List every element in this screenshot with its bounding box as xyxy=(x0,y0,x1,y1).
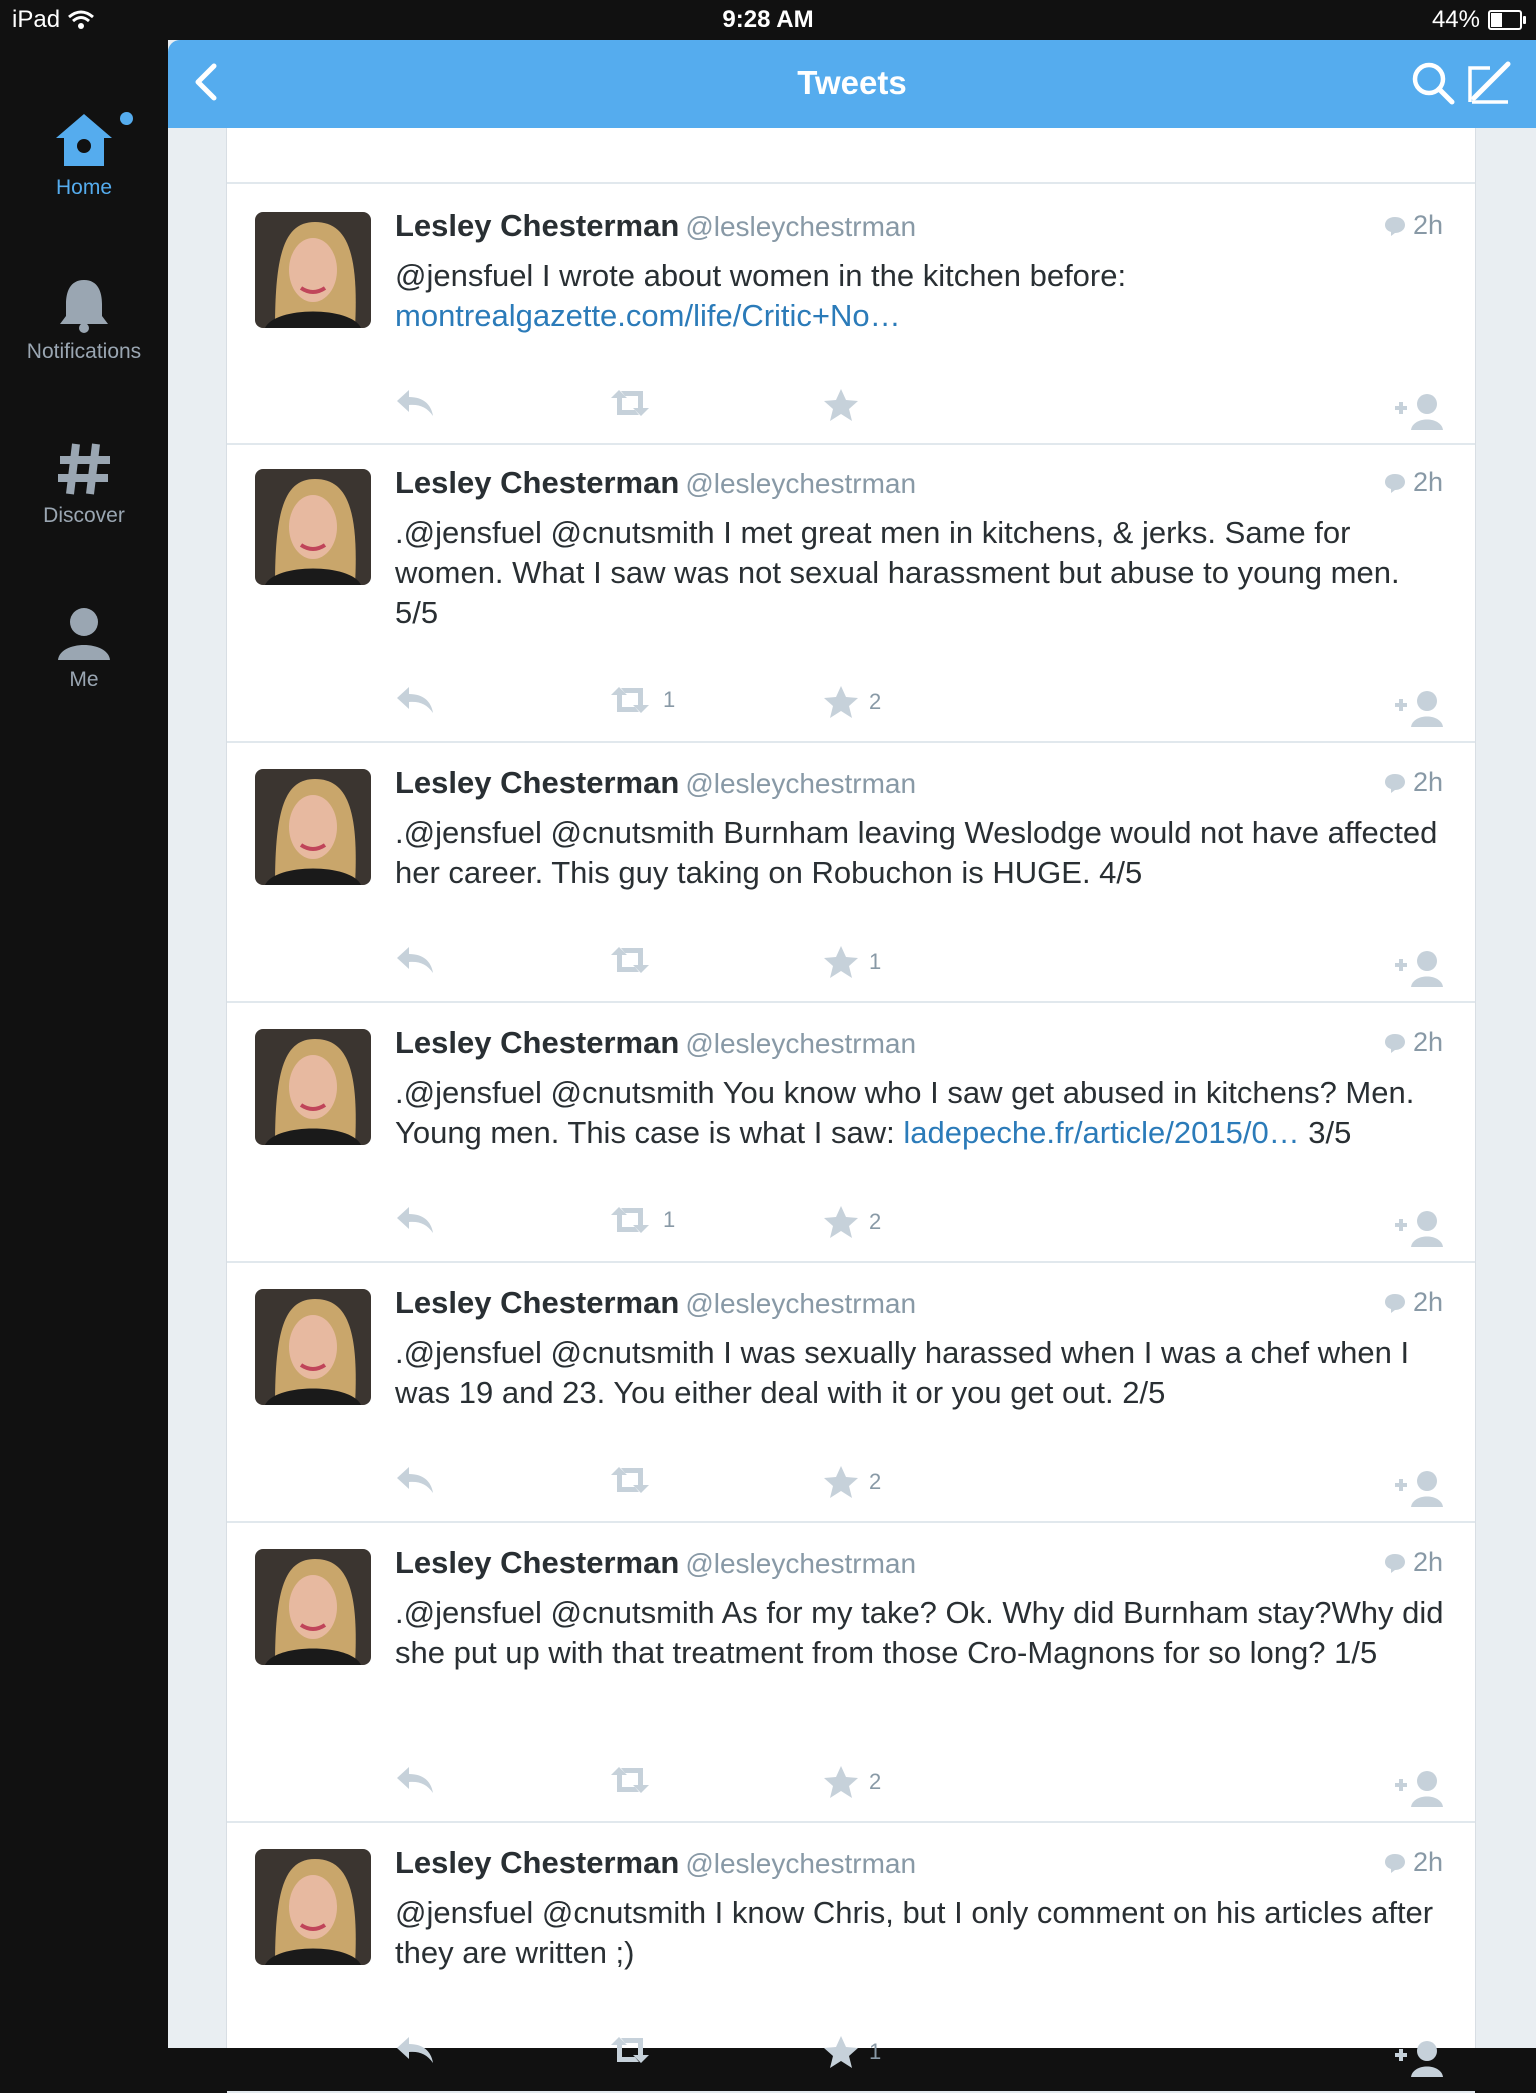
timestamp xyxy=(1383,1287,1443,1318)
tweet-item[interactable] xyxy=(227,182,1475,445)
conversation-icon xyxy=(1383,472,1407,494)
favorite-star-icon xyxy=(823,388,859,422)
reply-button[interactable] xyxy=(395,2035,435,2065)
tweet-text xyxy=(395,1333,1447,1413)
retweet-icon xyxy=(607,685,653,715)
favorite-star-icon xyxy=(823,1465,859,1499)
follow-icon xyxy=(1393,949,1447,989)
tweet-body: .@jensfuel @cnutsmith Burnham leaving Weslodge would not have affected her career. This guy taking on Robuchon is HUGE. 4/5 xyxy=(395,815,1438,890)
avatar-image xyxy=(255,212,371,328)
retweet-icon xyxy=(607,388,653,418)
timestamp-text: 2h xyxy=(1412,1547,1443,1577)
tweet-item[interactable] xyxy=(227,441,1475,743)
author-name[interactable]: Lesley Chesterman xyxy=(395,1285,680,1320)
avatar[interactable] xyxy=(255,1029,371,1145)
favorite-star-icon xyxy=(823,945,859,979)
favorite-button[interactable] xyxy=(823,1205,881,1239)
avatar-image xyxy=(255,1029,371,1145)
timestamp-text: 2h xyxy=(1412,210,1443,240)
favorite-button[interactable] xyxy=(823,685,881,719)
battery-icon xyxy=(1488,10,1522,30)
timestamp xyxy=(1383,1027,1443,1058)
conversation-icon xyxy=(1383,772,1407,794)
reply-icon xyxy=(395,1205,435,1235)
follow-button[interactable] xyxy=(1393,392,1447,432)
search-icon[interactable] xyxy=(1410,60,1456,106)
tweet-header xyxy=(395,1025,1447,1065)
follow-button[interactable] xyxy=(1393,1469,1447,1509)
hashtag-icon xyxy=(54,440,114,498)
timestamp xyxy=(1383,1547,1443,1578)
author-name[interactable]: Lesley Chesterman xyxy=(395,1845,680,1880)
tweet-header xyxy=(395,765,1447,805)
tweet-item[interactable] xyxy=(227,1521,1475,1823)
follow-button[interactable] xyxy=(1393,1209,1447,1249)
avatar[interactable] xyxy=(255,469,371,585)
avatar[interactable] xyxy=(255,1289,371,1405)
timestamp xyxy=(1383,467,1443,498)
author-handle[interactable]: @lesleychestrman xyxy=(685,1028,917,1059)
unread-dot xyxy=(120,112,133,125)
sidebar-item-label: Discover xyxy=(43,504,125,527)
compose-icon[interactable] xyxy=(1464,58,1514,108)
follow-button[interactable] xyxy=(1393,949,1447,989)
tweet-body: @jensfuel I wrote about women in the kitchen before: xyxy=(395,258,1127,293)
follow-button[interactable] xyxy=(1393,1769,1447,1809)
bell-icon xyxy=(54,276,114,334)
avatar[interactable] xyxy=(255,212,371,328)
person-icon xyxy=(54,604,114,662)
sidebar-item-discover[interactable] xyxy=(0,440,168,528)
tweet-text xyxy=(395,1073,1447,1153)
conversation-icon xyxy=(1383,215,1407,237)
favorite-count: 2 xyxy=(869,1469,882,1494)
tweet-item[interactable] xyxy=(227,1821,1475,2093)
retweet-button[interactable] xyxy=(607,1765,663,1795)
avatar-image xyxy=(255,469,371,585)
author-name[interactable]: Lesley Chesterman xyxy=(395,465,680,500)
follow-icon xyxy=(1393,1209,1447,1249)
reply-button[interactable] xyxy=(395,1205,435,1235)
timestamp xyxy=(1383,1847,1443,1878)
retweet-icon xyxy=(607,2035,653,2065)
sidebar-item-home[interactable] xyxy=(0,110,168,200)
reply-icon xyxy=(395,1765,435,1795)
reply-button[interactable] xyxy=(395,1765,435,1795)
favorite-count: 1 xyxy=(869,2039,882,2064)
retweet-button[interactable] xyxy=(607,1465,663,1495)
tweet-item[interactable] xyxy=(227,741,1475,1003)
tweet-link[interactable]: ladepeche.fr/article/2015/0… xyxy=(903,1115,1300,1150)
favorite-button[interactable] xyxy=(823,2035,881,2069)
tweet-body: @jensfuel @cnutsmith I know Chris, but I only comment on his articles after they are written ;) xyxy=(395,1895,1434,1970)
author-name[interactable]: Lesley Chesterman xyxy=(395,1025,680,1060)
avatar[interactable] xyxy=(255,1549,371,1665)
timestamp-text: 2h xyxy=(1412,467,1443,497)
timestamp xyxy=(1383,210,1443,241)
tweet-link[interactable]: montrealgazette.com/life/Critic+No… xyxy=(395,298,901,333)
favorite-button[interactable] xyxy=(823,945,881,979)
page-title: Tweets xyxy=(797,64,907,101)
tweet-header xyxy=(395,1545,1447,1585)
avatar-image xyxy=(255,1849,371,1965)
device-label: iPad xyxy=(12,6,61,33)
follow-icon xyxy=(1393,2039,1447,2079)
tweet-actions xyxy=(395,1465,1447,1509)
favorite-button[interactable] xyxy=(823,388,869,422)
follow-button[interactable] xyxy=(1393,689,1447,729)
reply-icon xyxy=(395,685,435,715)
retweet-count: 1 xyxy=(663,687,676,712)
retweet-icon xyxy=(607,1765,653,1795)
favorite-star-icon xyxy=(823,685,859,719)
nav-bar xyxy=(168,40,1536,128)
reply-icon xyxy=(395,1465,435,1495)
favorite-count: 2 xyxy=(869,1769,882,1794)
favorite-star-icon xyxy=(823,1205,859,1239)
tweet-actions xyxy=(395,945,1447,989)
retweet-button[interactable] xyxy=(607,685,675,715)
follow-icon xyxy=(1393,1469,1447,1509)
author-name[interactable]: Lesley Chesterman xyxy=(395,765,680,800)
tweet-body-suffix: 3/5 xyxy=(1299,1115,1352,1150)
tweet-body: .@jensfuel @cnutsmith I met great men in kitchens, & jerks. Same for women. What I saw was not sexual harassment but abuse to young men. 5/5 xyxy=(395,515,1400,630)
retweet-icon xyxy=(607,1205,653,1235)
author-handle[interactable]: @lesleychestrman xyxy=(685,211,917,242)
tweet-text xyxy=(395,1893,1447,1973)
reply-button[interactable] xyxy=(395,1465,435,1495)
tweet-timeline[interactable] xyxy=(226,128,1476,2064)
avatar[interactable] xyxy=(255,1849,371,1965)
favorite-star-icon xyxy=(823,1765,859,1799)
author-name[interactable]: Lesley Chesterman xyxy=(395,208,680,243)
battery-percent: 44% xyxy=(1431,6,1480,33)
reply-icon xyxy=(395,2035,435,2065)
timestamp-text: 2h xyxy=(1412,1847,1443,1877)
tweet-header xyxy=(395,1285,1447,1325)
tweet-actions xyxy=(395,685,1447,729)
tweet-text xyxy=(395,813,1447,893)
tweet-header xyxy=(395,208,1447,248)
tweet-text xyxy=(395,513,1447,633)
author-handle[interactable]: @lesleychestrman xyxy=(685,1548,917,1579)
author-handle[interactable]: @lesleychestrman xyxy=(685,468,917,499)
follow-icon xyxy=(1393,392,1447,432)
retweet-button[interactable] xyxy=(607,388,663,418)
author-handle[interactable]: @lesleychestrman xyxy=(685,1848,917,1879)
author-handle[interactable]: @lesleychestrman xyxy=(685,1288,917,1319)
reply-button[interactable] xyxy=(395,388,435,418)
reply-button[interactable] xyxy=(395,685,435,715)
favorite-count: 2 xyxy=(869,1209,882,1234)
sidebar-item-me[interactable] xyxy=(0,604,168,692)
tweet-text xyxy=(395,1593,1447,1673)
favorite-count: 1 xyxy=(869,949,882,974)
main-panel xyxy=(168,40,1536,2064)
favorite-count: 2 xyxy=(869,689,882,714)
timestamp-text: 2h xyxy=(1412,1027,1443,1057)
timestamp-text: 2h xyxy=(1412,767,1443,797)
retweet-button[interactable] xyxy=(607,945,663,975)
timestamp xyxy=(1383,767,1443,798)
tweet-text xyxy=(395,256,1447,336)
clock: 9:28 AM xyxy=(722,6,814,33)
tweet-body: .@jensfuel @cnutsmith As for my take? Ok. Why did Burnham stay?Why did she put up with that treatment from those Cro-Magnons for so long? 1/5 xyxy=(395,1595,1444,1670)
avatar-image xyxy=(255,1549,371,1665)
author-name[interactable]: Lesley Chesterman xyxy=(395,1545,680,1580)
favorite-button[interactable] xyxy=(823,1465,881,1499)
follow-icon xyxy=(1393,1769,1447,1809)
retweet-icon xyxy=(607,1465,653,1495)
timestamp-text: 2h xyxy=(1412,1287,1443,1317)
tweet-actions xyxy=(395,1765,1447,1809)
home-icon xyxy=(52,110,116,170)
reply-button[interactable] xyxy=(395,945,435,975)
avatar[interactable] xyxy=(255,769,371,885)
tweet-body: .@jensfuel @cnutsmith I was sexually harassed when I was a chef when I was 19 and 23. You either deal with it or you get out. 2/5 xyxy=(395,1335,1410,1410)
tweet-body: .@jensfuel @cnutsmith You know who I saw get abused in kitchens? Men. Young men. This case is what I saw: xyxy=(395,1075,1415,1150)
retweet-button[interactable] xyxy=(607,1205,675,1235)
retweet-icon xyxy=(607,945,653,975)
reply-icon xyxy=(395,945,435,975)
follow-button[interactable] xyxy=(1393,2039,1447,2079)
conversation-icon xyxy=(1383,1292,1407,1314)
retweet-count: 1 xyxy=(663,1207,676,1232)
follow-icon xyxy=(1393,689,1447,729)
sidebar-item-label: Notifications xyxy=(26,340,142,363)
tweet-header xyxy=(395,465,1447,505)
tweet-item[interactable] xyxy=(227,1261,1475,1523)
favorite-button[interactable] xyxy=(823,1765,881,1799)
retweet-button[interactable] xyxy=(607,2035,663,2065)
sidebar-item-notifications[interactable] xyxy=(0,276,168,364)
reply-icon xyxy=(395,388,435,418)
tweet-actions xyxy=(395,388,1447,432)
conversation-icon xyxy=(1383,1552,1407,1574)
tweet-item[interactable] xyxy=(227,1001,1475,1263)
status-bar xyxy=(0,0,1536,40)
conversation-icon xyxy=(1383,1852,1407,1874)
sidebar-item-label: Home xyxy=(55,176,113,199)
avatar-image xyxy=(255,769,371,885)
conversation-icon xyxy=(1383,1032,1407,1054)
tweet-actions xyxy=(395,2035,1447,2079)
sidebar-item-label: Me xyxy=(69,668,99,691)
tweet-header xyxy=(395,1845,1447,1885)
author-handle[interactable]: @lesleychestrman xyxy=(685,768,917,799)
sidebar xyxy=(0,40,168,2048)
avatar-image xyxy=(255,1289,371,1405)
favorite-star-icon xyxy=(823,2035,859,2069)
tweet-actions xyxy=(395,1205,1447,1249)
